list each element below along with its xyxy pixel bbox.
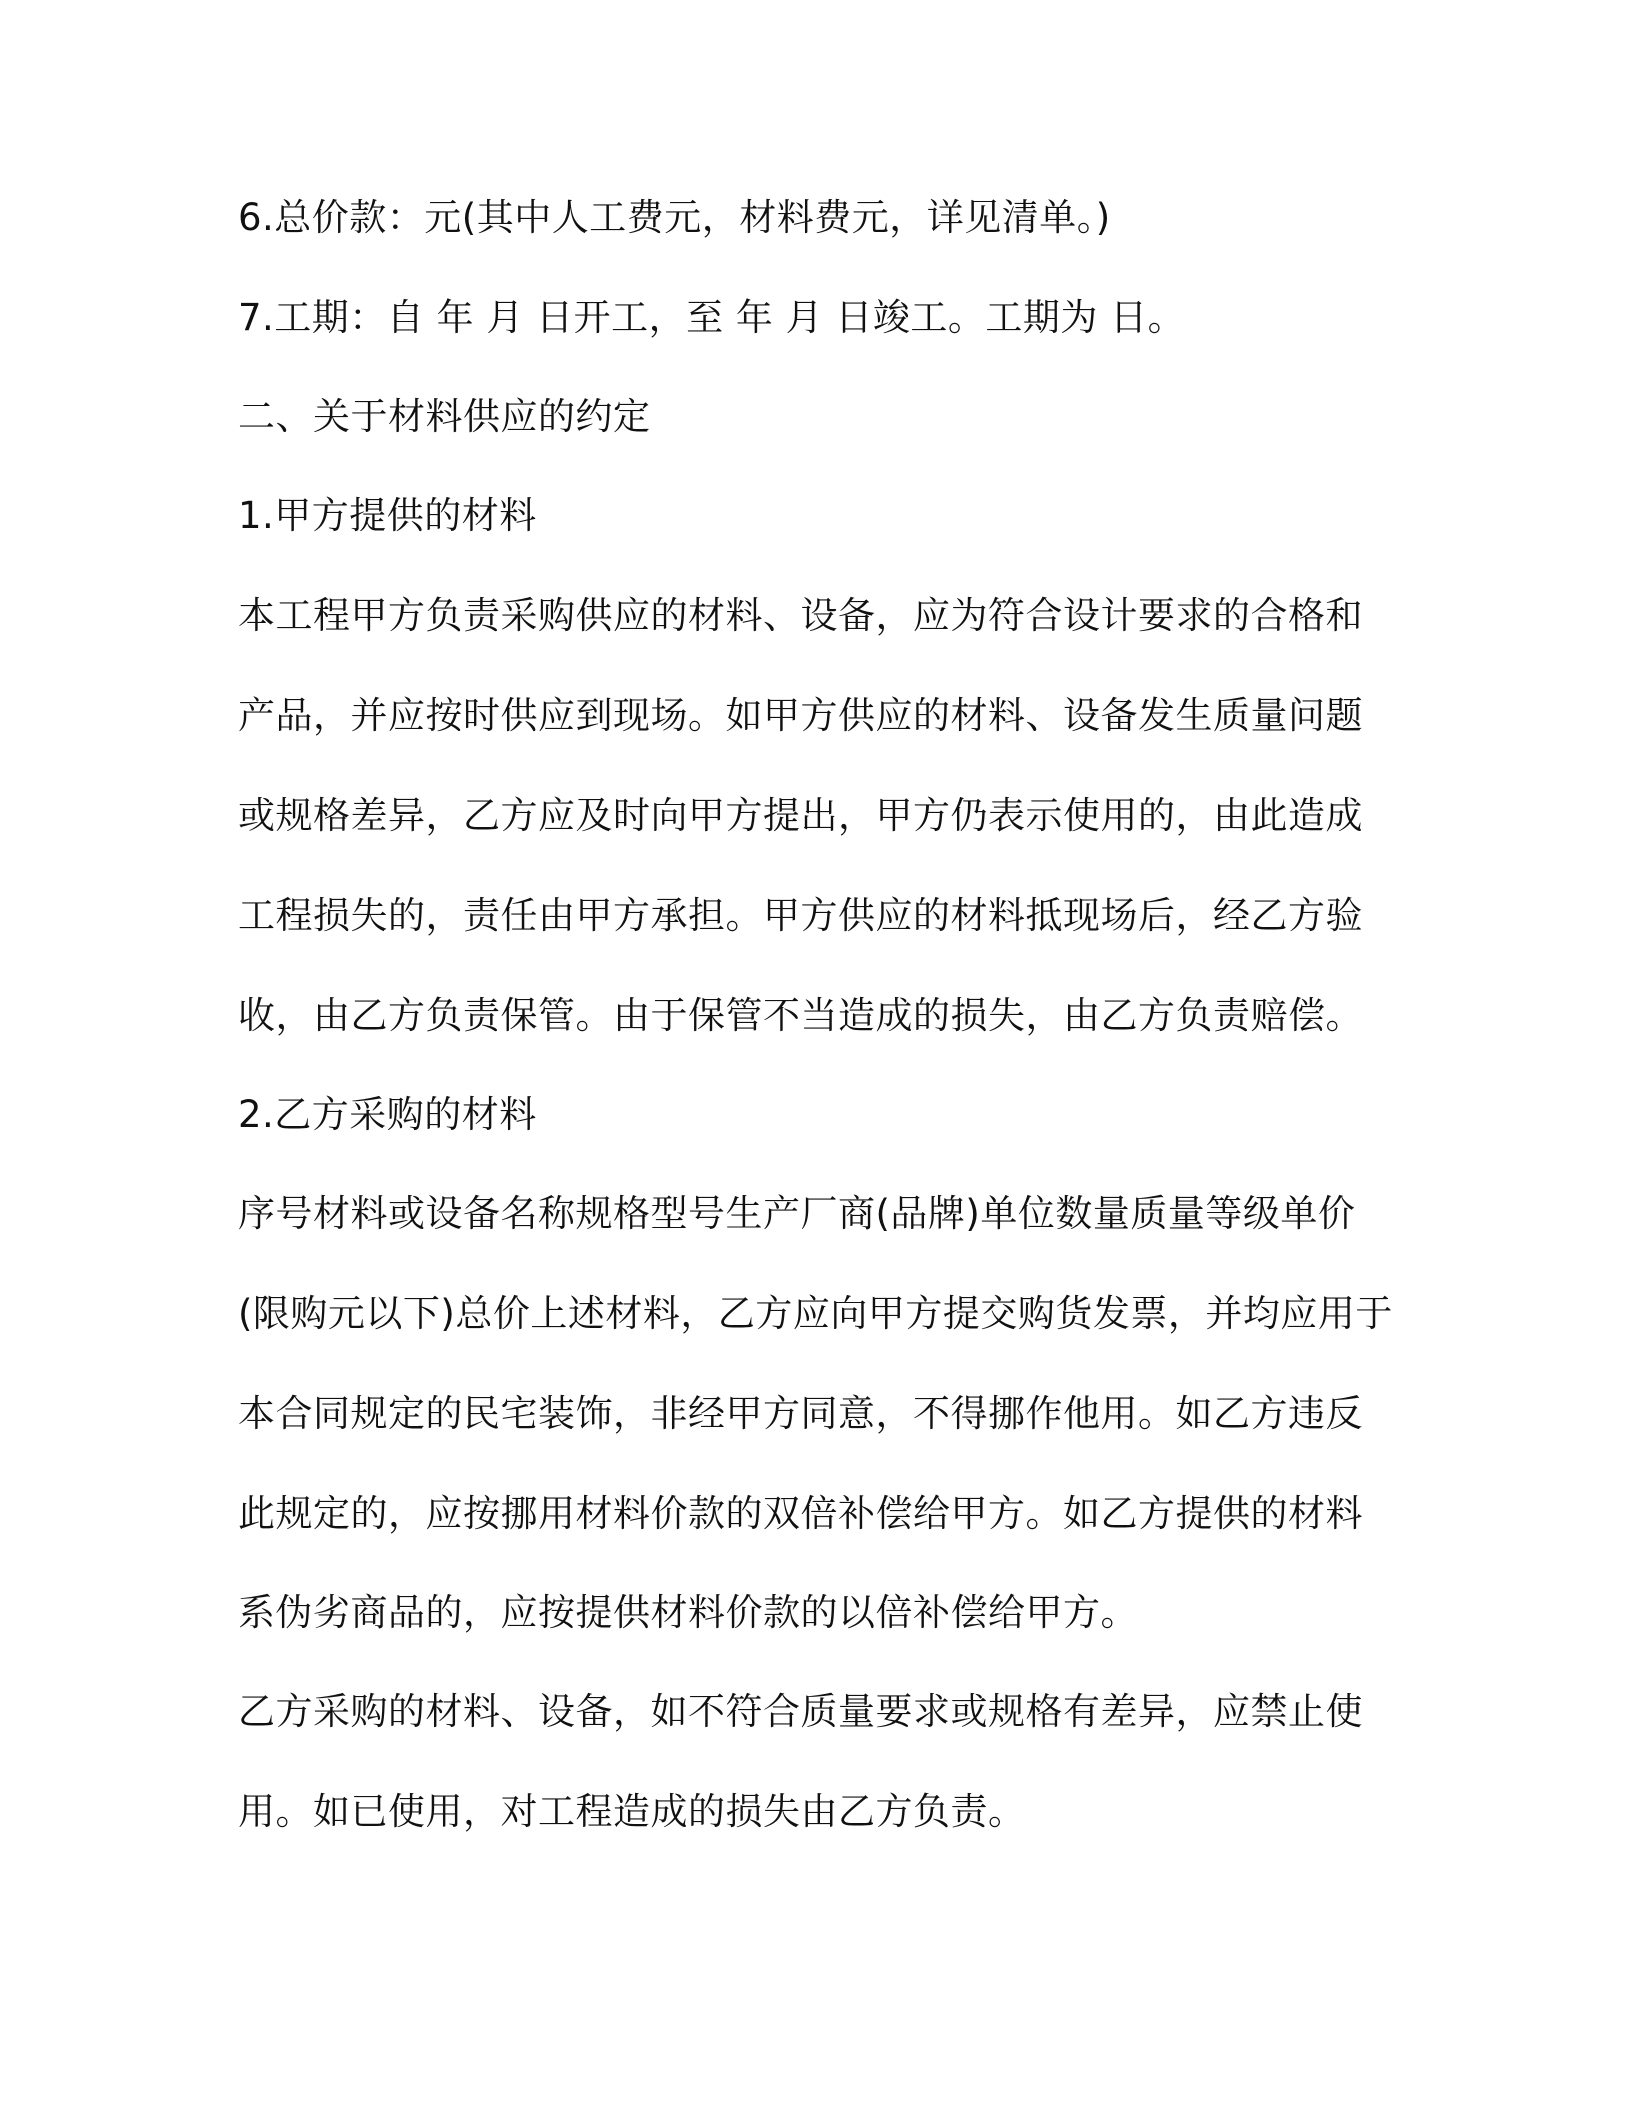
- paragraph-line: 此规定的，应按挪用材料价款的双倍补偿给甲方。如乙方提供的材料: [238, 1492, 1363, 1535]
- paragraph-line: 产品，并应按时供应到现场。如甲方供应的材料、设备发生质量问题: [238, 694, 1363, 737]
- section-heading-material-supply: 二、关于材料供应的约定: [238, 395, 651, 438]
- paragraph-line: 或规格差异，乙方应及时向甲方提出，甲方仍表示使用的，由此造成: [238, 794, 1363, 837]
- paragraph-line: 本工程甲方负责采购供应的材料、设备，应为符合设计要求的合格和: [238, 594, 1363, 637]
- clause-total-price: 6.总价款：元(其中人工费元，材料费元，详见清单。): [238, 196, 1111, 239]
- paragraph-line: (限购元以下)总价上述材料，乙方应向甲方提交购货发票，并均应用于: [238, 1292, 1393, 1335]
- paragraph-line: 用。如已使用，对工程造成的损失由乙方负责。: [238, 1790, 1026, 1833]
- paragraph-line: 系伪劣商品的，应按提供材料价款的以倍补偿给甲方。: [238, 1591, 1138, 1634]
- paragraph-line: 序号材料或设备名称规格型号生产厂商(品牌)单位数量质量等级单价: [238, 1192, 1356, 1235]
- paragraph-line: 工程损失的，责任由甲方承担。甲方供应的材料抵现场后，经乙方验: [238, 894, 1363, 937]
- paragraph-line: 收，由乙方负责保管。由于保管不当造成的损失，由乙方负责赔偿。: [238, 994, 1363, 1037]
- clause-construction-period: 7.工期：自 年 月 日开工，至 年 月 日竣工。工期为 日。: [238, 296, 1186, 339]
- paragraph-line: 本合同规定的民宅装饰，非经甲方同意，不得挪作他用。如乙方违反: [238, 1392, 1363, 1435]
- subheading-party-a-materials: 1.甲方提供的材料: [238, 494, 537, 537]
- paragraph-line: 乙方采购的材料、设备，如不符合质量要求或规格有差异，应禁止使: [238, 1690, 1363, 1733]
- subheading-party-b-materials: 2.乙方采购的材料: [238, 1093, 537, 1136]
